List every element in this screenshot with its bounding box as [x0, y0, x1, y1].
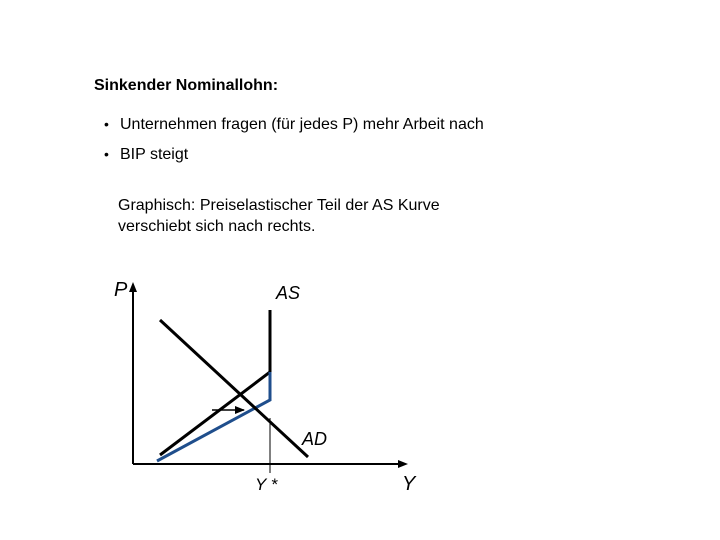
y-axis-arrow-icon: [129, 282, 137, 292]
bullet-marker: •: [104, 146, 109, 162]
ad-curve-label: AD: [302, 429, 328, 449]
explanation-line-1: Graphisch: Preiselastischer Teil der AS Kurve: [118, 197, 440, 214]
y-star-label: Y *: [255, 475, 278, 494]
x-axis-label: Y: [402, 473, 416, 495]
bullet-text: BIP steigt: [120, 146, 189, 163]
explanation-line-2: verschiebt sich nach rechts.: [118, 218, 316, 235]
original-as-curve: [160, 310, 270, 455]
as-curve-label: AS: [276, 283, 301, 303]
slide-title: Sinkender Nominallohn:: [94, 77, 279, 94]
bullet-marker: •: [104, 116, 109, 132]
bullet-text: Unternehmen fragen (für jedes P) mehr Arbeit nach: [120, 116, 484, 133]
x-axis-arrow-icon: [398, 460, 408, 468]
y-axis-label: P: [114, 279, 128, 301]
